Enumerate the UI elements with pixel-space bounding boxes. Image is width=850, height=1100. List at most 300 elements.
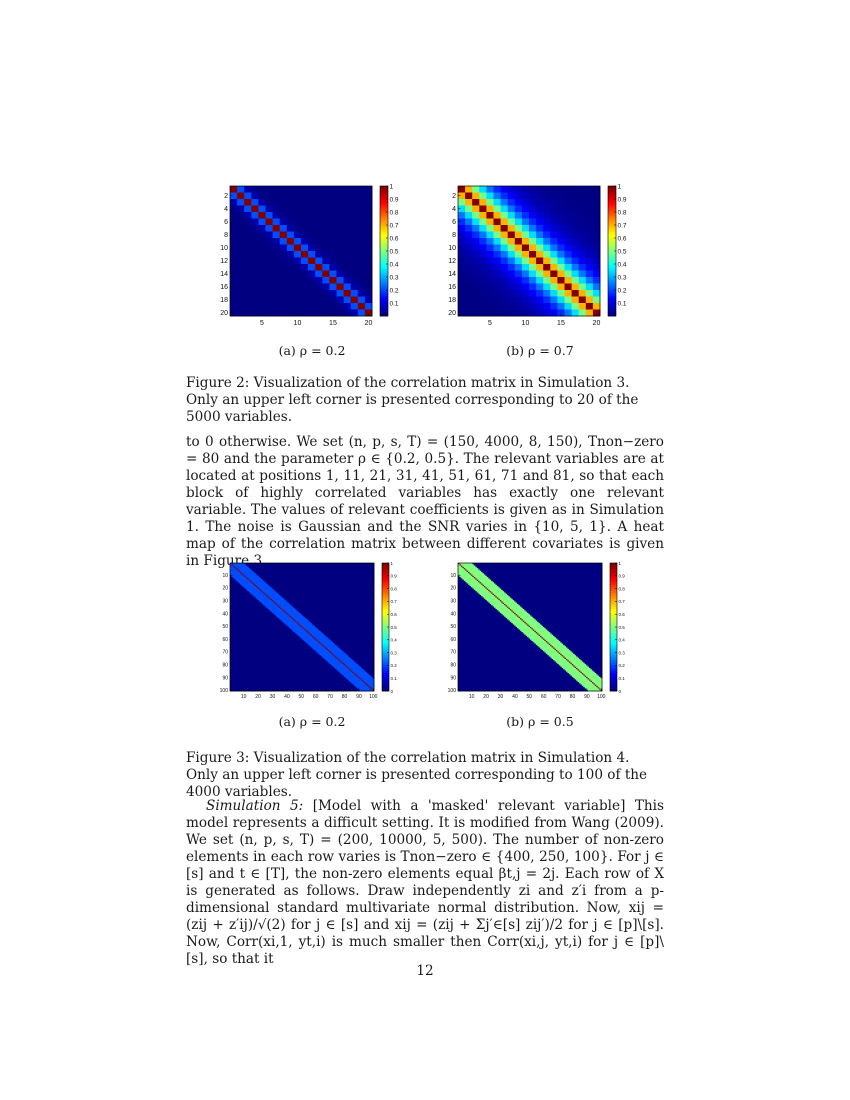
heatmap-cell [522, 232, 530, 239]
heatmap-cell [358, 232, 366, 239]
heatmap-cell [365, 199, 373, 206]
heatmap-cell [358, 245, 366, 252]
heatmap-cell [337, 264, 345, 271]
heatmap-cell [329, 232, 337, 239]
heatmap-cell [351, 251, 359, 258]
heatmap-cell [294, 212, 302, 219]
colorbar-tick-label: 0.2 [390, 287, 399, 294]
heatmap-cell [329, 193, 337, 200]
heatmap-cell [251, 206, 258, 213]
heatmap-cell [529, 258, 537, 265]
heatmap-cell [529, 303, 537, 310]
heatmap-cell [593, 193, 601, 200]
heatmap-cell [486, 258, 494, 265]
heatmap-cell [230, 303, 238, 310]
heatmap-cell [486, 232, 494, 239]
heatmap-cell [244, 193, 252, 200]
colorbar-tick-label: 0.4 [390, 261, 399, 268]
heatmap-cell [543, 225, 551, 232]
heatmap-cell [308, 258, 316, 265]
heatmap-cell [579, 225, 587, 232]
heatmap-cell [258, 219, 266, 226]
heatmap-cell [479, 277, 487, 284]
heatmap-cell [365, 225, 373, 232]
heatmap-cell [351, 277, 359, 284]
heatmap-cell [230, 225, 238, 232]
y-tick-label: 14 [220, 271, 228, 278]
heatmap-cell [301, 193, 309, 200]
heatmap-cell [529, 264, 537, 271]
heatmap-cell [280, 271, 288, 278]
heatmap-cell [465, 271, 473, 278]
heatmap-cell [486, 186, 494, 193]
heatmap-cell [586, 258, 594, 265]
heatmap-cell [365, 290, 373, 297]
heatmap-cell [515, 258, 523, 265]
heatmap-cell [565, 232, 573, 239]
heatmap-cell [358, 199, 366, 206]
heatmap-cell [273, 310, 281, 317]
heatmap-cell [301, 277, 309, 284]
heatmap-cell [586, 232, 594, 239]
heatmap-cell [529, 206, 537, 213]
heatmap-cell [501, 297, 509, 304]
heatmap-cell [479, 310, 487, 317]
heatmap-cell [515, 290, 523, 297]
heatmap-cell [358, 284, 366, 291]
heatmap-cell [322, 303, 330, 310]
heatmap-cell [501, 277, 509, 284]
heatmap-cell [543, 251, 551, 258]
heatmap-cell [579, 251, 587, 258]
heatmap-cell [536, 264, 544, 271]
heatmap-cell [479, 251, 487, 258]
heatmap-cell [244, 277, 252, 284]
heatmap-cell [329, 206, 337, 213]
heatmap-cell [479, 290, 487, 297]
heatmap-cell [337, 238, 345, 245]
heatmap-cell [543, 206, 551, 213]
heatmap-cell [294, 258, 302, 265]
heatmap-cell [522, 206, 530, 213]
heatmap-cell [586, 186, 594, 193]
heatmap-cell [579, 303, 587, 310]
y-tick-label: 10 [448, 245, 456, 252]
heatmap-cell [565, 284, 573, 291]
heatmap-cell [579, 245, 587, 252]
heatmap-cell [536, 206, 544, 213]
heatmap-cell [322, 245, 330, 252]
heatmap-cell [486, 245, 494, 252]
heatmap-cell [529, 212, 537, 219]
heatmap-cell [308, 245, 316, 252]
heatmap-cell [237, 258, 245, 265]
heatmap-cell [315, 206, 323, 213]
heatmap-cell [365, 264, 373, 271]
heatmap-cell [565, 193, 573, 200]
heatmap-cell [344, 199, 352, 206]
heatmap-cell [593, 258, 601, 265]
heatmap-cell [251, 258, 258, 265]
heatmap-cell [557, 212, 565, 219]
heatmap-cell [294, 199, 302, 206]
heatmap-cell [508, 310, 516, 317]
heatmap-cell [501, 225, 509, 232]
heatmap-cell [287, 284, 295, 291]
heatmap-cell [579, 310, 587, 317]
heatmap-cell [494, 277, 502, 284]
heatmap-cell [287, 297, 295, 304]
heatmap-cell [550, 258, 558, 265]
heatmap-cell [508, 303, 516, 310]
heatmap-cell [266, 232, 274, 239]
heatmap-cell [536, 251, 544, 258]
heatmap-cell [244, 199, 252, 206]
heatmap-cell [494, 193, 502, 200]
heatmap-cell [258, 232, 266, 239]
heatmap-cell [486, 219, 494, 226]
heatmap-cell [329, 219, 337, 226]
heatmap-cell [322, 310, 330, 317]
heatmap-cell [266, 297, 274, 304]
heatmap-cell [344, 290, 352, 297]
figure2-subcaption-b: (b) ρ = 0.7 [440, 343, 640, 358]
x-tick-label: 10 [522, 320, 530, 327]
heatmap-cell [301, 199, 309, 206]
heatmap-cell [266, 225, 274, 232]
heatmap-cell [465, 251, 473, 258]
heatmap-cell [508, 251, 516, 258]
heatmap-cell [280, 258, 288, 265]
heatmap-cell [251, 212, 258, 219]
heatmap-cell [543, 238, 551, 245]
heatmap-cell [515, 297, 523, 304]
heatmap-cell [472, 284, 480, 291]
heatmap-cell [536, 297, 544, 304]
heatmap-cell [301, 284, 309, 291]
heatmap-cell [308, 219, 316, 226]
heatmap-cell [315, 264, 323, 271]
heatmap-cell [572, 297, 580, 304]
heatmap-cell [251, 303, 258, 310]
heatmap-cell [565, 303, 573, 310]
heatmap-cell [344, 297, 352, 304]
heatmap-cell [529, 238, 537, 245]
heatmap-cell [251, 245, 258, 252]
heatmap-cell [344, 271, 352, 278]
heatmap-cell [315, 251, 323, 258]
heatmap-cell [294, 186, 302, 193]
heatmap-cell [273, 245, 281, 252]
heatmap-cell [351, 232, 359, 239]
heatmap-cell [273, 303, 281, 310]
heatmap-cell [337, 290, 345, 297]
heatmap-cell [586, 245, 594, 252]
heatmap-cell [273, 258, 281, 265]
y-tick-label: 2 [452, 193, 456, 200]
heatmap-cell [472, 245, 480, 252]
heatmap-cell [258, 264, 266, 271]
heatmap-cell [287, 199, 295, 206]
heatmap-cell [237, 232, 245, 239]
heatmap-cell [557, 186, 565, 193]
heatmap-cell [508, 219, 516, 226]
heatmap-cell [280, 219, 288, 226]
heatmap-cell [543, 297, 551, 304]
figure2-subcaption-a: (a) ρ = 0.2 [212, 343, 412, 358]
heatmap-cell [294, 238, 302, 245]
heatmap-cell [322, 251, 330, 258]
heatmap-cell [351, 303, 359, 310]
heatmap-cell [486, 284, 494, 291]
heatmap-cell [301, 303, 309, 310]
heatmap-cell [358, 290, 366, 297]
heatmap-cell [315, 310, 323, 317]
heatmap-cell [515, 303, 523, 310]
heatmap-cell [543, 284, 551, 291]
heatmap-cell [322, 264, 330, 271]
heatmap-cell [337, 284, 345, 291]
heatmap-cell [251, 271, 258, 278]
heatmap-cell [579, 271, 587, 278]
heatmap-cell [266, 245, 274, 252]
heatmap-cell [351, 297, 359, 304]
figure3-heatmap-a [218, 558, 418, 708]
heatmap-cell [280, 303, 288, 310]
heatmap-cell [322, 290, 330, 297]
heatmap-cell [494, 199, 502, 206]
heatmap-cell [515, 238, 523, 245]
heatmap-cell [294, 225, 302, 232]
heatmap-cell [358, 225, 366, 232]
heatmap-cell [557, 238, 565, 245]
heatmap-cell [572, 212, 580, 219]
heatmap-cell [329, 264, 337, 271]
heatmap-cell [465, 303, 473, 310]
heatmap-cell [287, 219, 295, 226]
heatmap-cell [536, 310, 544, 317]
heatmap-cell [465, 290, 473, 297]
heatmap-cell [365, 297, 373, 304]
heatmap-cell [337, 251, 345, 258]
heatmap-cell [508, 232, 516, 239]
heatmap-cell [337, 232, 345, 239]
heatmap-cell [515, 245, 523, 252]
heatmap-cell [586, 290, 594, 297]
heatmap-cell [536, 212, 544, 219]
heatmap-cell [266, 206, 274, 213]
heatmap-cell [515, 199, 523, 206]
heatmap-cell [266, 219, 274, 226]
heatmap-cell [572, 206, 580, 213]
heatmap-cell [244, 232, 252, 239]
heatmap-cell [465, 193, 473, 200]
heatmap-cell [315, 297, 323, 304]
heatmap-cell [579, 277, 587, 284]
heatmap-cell [266, 199, 274, 206]
heatmap-cell [329, 251, 337, 258]
heatmap-cell [501, 232, 509, 239]
heatmap-cell [258, 206, 266, 213]
heatmap-cell [529, 251, 537, 258]
heatmap-cell [280, 232, 288, 239]
heatmap-cell [358, 186, 366, 193]
heatmap-cell [479, 284, 487, 291]
colorbar-tick-label: 0.9 [390, 196, 399, 203]
heatmap-cell [557, 206, 565, 213]
heatmap-cell [237, 219, 245, 226]
y-tick-label: 20 [220, 310, 228, 317]
heatmap-cell [593, 219, 601, 226]
heatmap-cell [579, 186, 587, 193]
heatmap-cell [344, 212, 352, 219]
heatmap-cell [458, 186, 466, 193]
heatmap-cell [358, 193, 366, 200]
heatmap-cell [251, 186, 258, 193]
heatmap-cell [565, 290, 573, 297]
heatmap-cell [522, 199, 530, 206]
heatmap-cell [543, 219, 551, 226]
heatmap-cell [536, 219, 544, 226]
heatmap-cell [308, 251, 316, 258]
heatmap-cell [266, 186, 274, 193]
heatmap-cell [515, 193, 523, 200]
heatmap-cell [501, 186, 509, 193]
heatmap-cell [586, 206, 594, 213]
heatmap-cell [344, 206, 352, 213]
heatmap-cell [465, 232, 473, 239]
heatmap-cell [337, 271, 345, 278]
heatmap-cell [365, 232, 373, 239]
heatmap-cell [365, 193, 373, 200]
heatmap-cell [501, 310, 509, 317]
heatmap-cell [287, 225, 295, 232]
heatmap-cell [508, 284, 516, 291]
heatmap-cell [315, 199, 323, 206]
heatmap-cell [593, 238, 601, 245]
heatmap-cell [465, 277, 473, 284]
heatmap-cell [258, 284, 266, 291]
heatmap-cell [280, 193, 288, 200]
heatmap-cell [244, 245, 252, 252]
heatmap-cell [543, 258, 551, 265]
heatmap-cell [550, 303, 558, 310]
heatmap-cell [494, 251, 502, 258]
heatmap-cell [244, 258, 252, 265]
heatmap-cell [344, 251, 352, 258]
heatmap-cell [351, 264, 359, 271]
heatmap-cell [557, 271, 565, 278]
heatmap-cell [529, 245, 537, 252]
heatmap-cell [280, 284, 288, 291]
heatmap-cell [315, 245, 323, 252]
colorbar-tick-label: 0.1 [618, 300, 627, 307]
heatmap-cell [266, 290, 274, 297]
heatmap-cell [308, 271, 316, 278]
heatmap-cell [586, 284, 594, 291]
heatmap-cell [344, 219, 352, 226]
heatmap-cell [515, 277, 523, 284]
heatmap-cell [543, 303, 551, 310]
heatmap-cell [586, 310, 594, 317]
heatmap-cell [515, 212, 523, 219]
heatmap-cell [550, 238, 558, 245]
heatmap-cell [536, 193, 544, 200]
heatmap-cell [515, 251, 523, 258]
heatmap-cell [308, 277, 316, 284]
heatmap-cell [508, 193, 516, 200]
heatmap-cell [486, 238, 494, 245]
heatmap-cell [308, 232, 316, 239]
heatmap-cell [479, 199, 487, 206]
heatmap-cell [501, 284, 509, 291]
heatmap-cell [486, 225, 494, 232]
heatmap-cell [322, 277, 330, 284]
heatmap-cell [572, 258, 580, 265]
heatmap-cell [458, 199, 466, 206]
heatmap-cell [237, 297, 245, 304]
heatmap-cell [458, 225, 466, 232]
heatmap-cell [301, 212, 309, 219]
heatmap-cell [315, 271, 323, 278]
heatmap-cell [522, 245, 530, 252]
heatmap-cell [529, 271, 537, 278]
heatmap-cell [230, 186, 238, 193]
heatmap-cell [230, 199, 238, 206]
heatmap-cell [557, 284, 565, 291]
heatmap-cell [522, 251, 530, 258]
heatmap-cell [543, 232, 551, 239]
heatmap-cell [565, 297, 573, 304]
heatmap-cell [322, 232, 330, 239]
heatmap-cell [315, 284, 323, 291]
heatmap-cell [266, 310, 274, 317]
heatmap-cell [515, 271, 523, 278]
heatmap-cell [543, 277, 551, 284]
heatmap-cell [586, 264, 594, 271]
heatmap-cell [329, 290, 337, 297]
heatmap-cell [287, 303, 295, 310]
colorbar-tick-label: 1 [618, 183, 622, 190]
heatmap-cell [337, 206, 345, 213]
heatmap-cell [237, 225, 245, 232]
heatmap-cell [458, 303, 466, 310]
heatmap-cell [237, 303, 245, 310]
heatmap-cell [472, 271, 480, 278]
heatmap-cell [557, 277, 565, 284]
heatmap-cell [586, 199, 594, 206]
heatmap-cell [244, 212, 252, 219]
heatmap-cell [557, 193, 565, 200]
heatmap-cell [472, 186, 480, 193]
heatmap-cell [308, 284, 316, 291]
heatmap-cell [515, 186, 523, 193]
heatmap-cell [273, 264, 281, 271]
heatmap-cell [294, 193, 302, 200]
heatmap-cell [244, 264, 252, 271]
heatmap-cell [266, 258, 274, 265]
x-tick-label: 15 [557, 320, 565, 327]
heatmap-cell [365, 251, 373, 258]
heatmap-cell [351, 225, 359, 232]
heatmap-cell [494, 290, 502, 297]
heatmap-cell [230, 238, 238, 245]
heatmap-cell [494, 271, 502, 278]
heatmap-cell [251, 225, 258, 232]
heatmap-cell [522, 238, 530, 245]
heatmap-cell [358, 238, 366, 245]
heatmap-cell [308, 225, 316, 232]
